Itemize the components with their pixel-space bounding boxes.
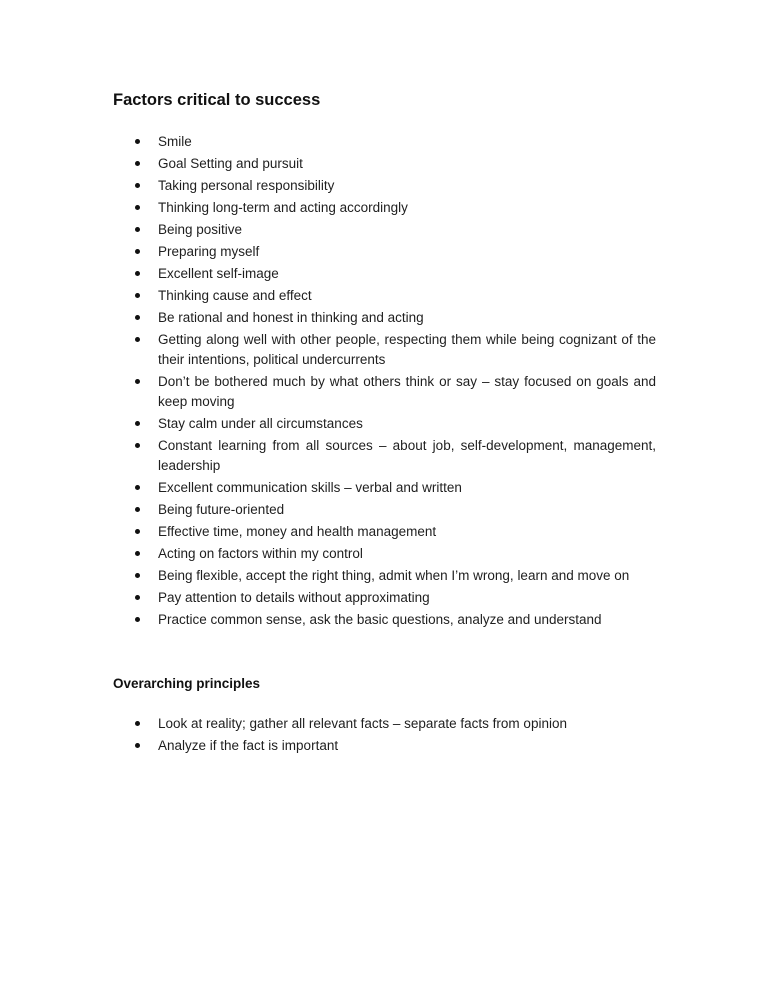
list-item-text: Smile [158, 134, 192, 149]
list-item-text: Excellent self-image [158, 266, 279, 281]
bullet-icon [135, 421, 140, 426]
bullet-icon [135, 529, 140, 534]
list-item-text: Excellent communication skills – verbal and written [158, 480, 462, 495]
list-item [113, 714, 656, 734]
list-item [113, 436, 656, 476]
bullet-icon [135, 205, 140, 210]
list-item [113, 522, 656, 542]
bullet-icon [135, 721, 140, 726]
list-item-text: Be rational and honest in thinking and acting [158, 310, 424, 325]
list-item [113, 308, 656, 328]
list-item [113, 242, 656, 262]
bullet-icon [135, 617, 140, 622]
bullet-icon [135, 443, 140, 448]
list-item-text: Don’t be bothered much by what others think or say – stay focused on goals and keep moving [158, 374, 656, 409]
bullet-icon [135, 551, 140, 556]
bullet-icon [135, 249, 140, 254]
list-item [113, 414, 656, 434]
list-item-text: Getting along well with other people, respecting them while being cognizant of the their intentions, political undercurrents [158, 332, 656, 367]
list-item [113, 544, 656, 564]
bullet-icon [135, 337, 140, 342]
list-item [113, 500, 656, 520]
list-item-text: Preparing myself [158, 244, 260, 259]
list-item [113, 198, 656, 218]
list-item [113, 736, 656, 756]
section-title-principles: Overarching principles [113, 676, 261, 691]
list-item [113, 286, 656, 306]
list-item-text: Acting on factors within my control [158, 546, 363, 561]
bullet-icon [135, 507, 140, 512]
list-item [113, 176, 656, 196]
bullet-icon [135, 315, 140, 320]
bullet-icon [135, 743, 140, 748]
list-item-text: Being flexible, accept the right thing, admit when I’m wrong, learn and move on [158, 568, 630, 583]
list-item [113, 330, 656, 370]
bullet-icon [135, 485, 140, 490]
list-item-text: Taking personal responsibility [158, 178, 335, 193]
bullet-icon [135, 595, 140, 600]
list-item [113, 132, 656, 152]
list-item [113, 588, 656, 608]
list-item-text: Being positive [158, 222, 243, 237]
list-item [113, 610, 656, 630]
list-item [113, 478, 656, 498]
list-item [113, 372, 656, 412]
list-item-text: Look at reality; gather all relevant facts – separate facts from opinion [158, 716, 567, 731]
list-item [113, 566, 656, 586]
list-item-text: Goal Setting and pursuit [158, 156, 303, 171]
list-item [113, 220, 656, 240]
list-item-text: Stay calm under all circumstances [158, 416, 363, 431]
list-item [113, 264, 656, 284]
list-item [113, 154, 656, 174]
section-title-factors: Factors critical to success [113, 91, 321, 109]
list-item-text: Practice common sense, ask the basic questions, analyze and understand [158, 612, 602, 627]
principles-list [113, 714, 656, 758]
list-item-text: Pay attention to details without approximating [158, 590, 430, 605]
bullet-icon [135, 379, 140, 384]
factors-list [113, 132, 656, 632]
list-item-text: Analyze if the fact is important [158, 738, 339, 753]
bullet-icon [135, 271, 140, 276]
bullet-icon [135, 573, 140, 578]
list-item-text: Thinking long-term and acting accordingly [158, 200, 408, 215]
bullet-icon [135, 183, 140, 188]
list-item-text: Constant learning from all sources – about job, self-development, management, leadership [158, 438, 656, 473]
bullet-icon [135, 227, 140, 232]
list-item-text: Effective time, money and health management [158, 524, 437, 539]
list-item-text: Being future-oriented [158, 502, 285, 517]
bullet-icon [135, 161, 140, 166]
bullet-icon [135, 139, 140, 144]
list-item-text: Thinking cause and effect [158, 288, 312, 303]
bullet-icon [135, 293, 140, 298]
